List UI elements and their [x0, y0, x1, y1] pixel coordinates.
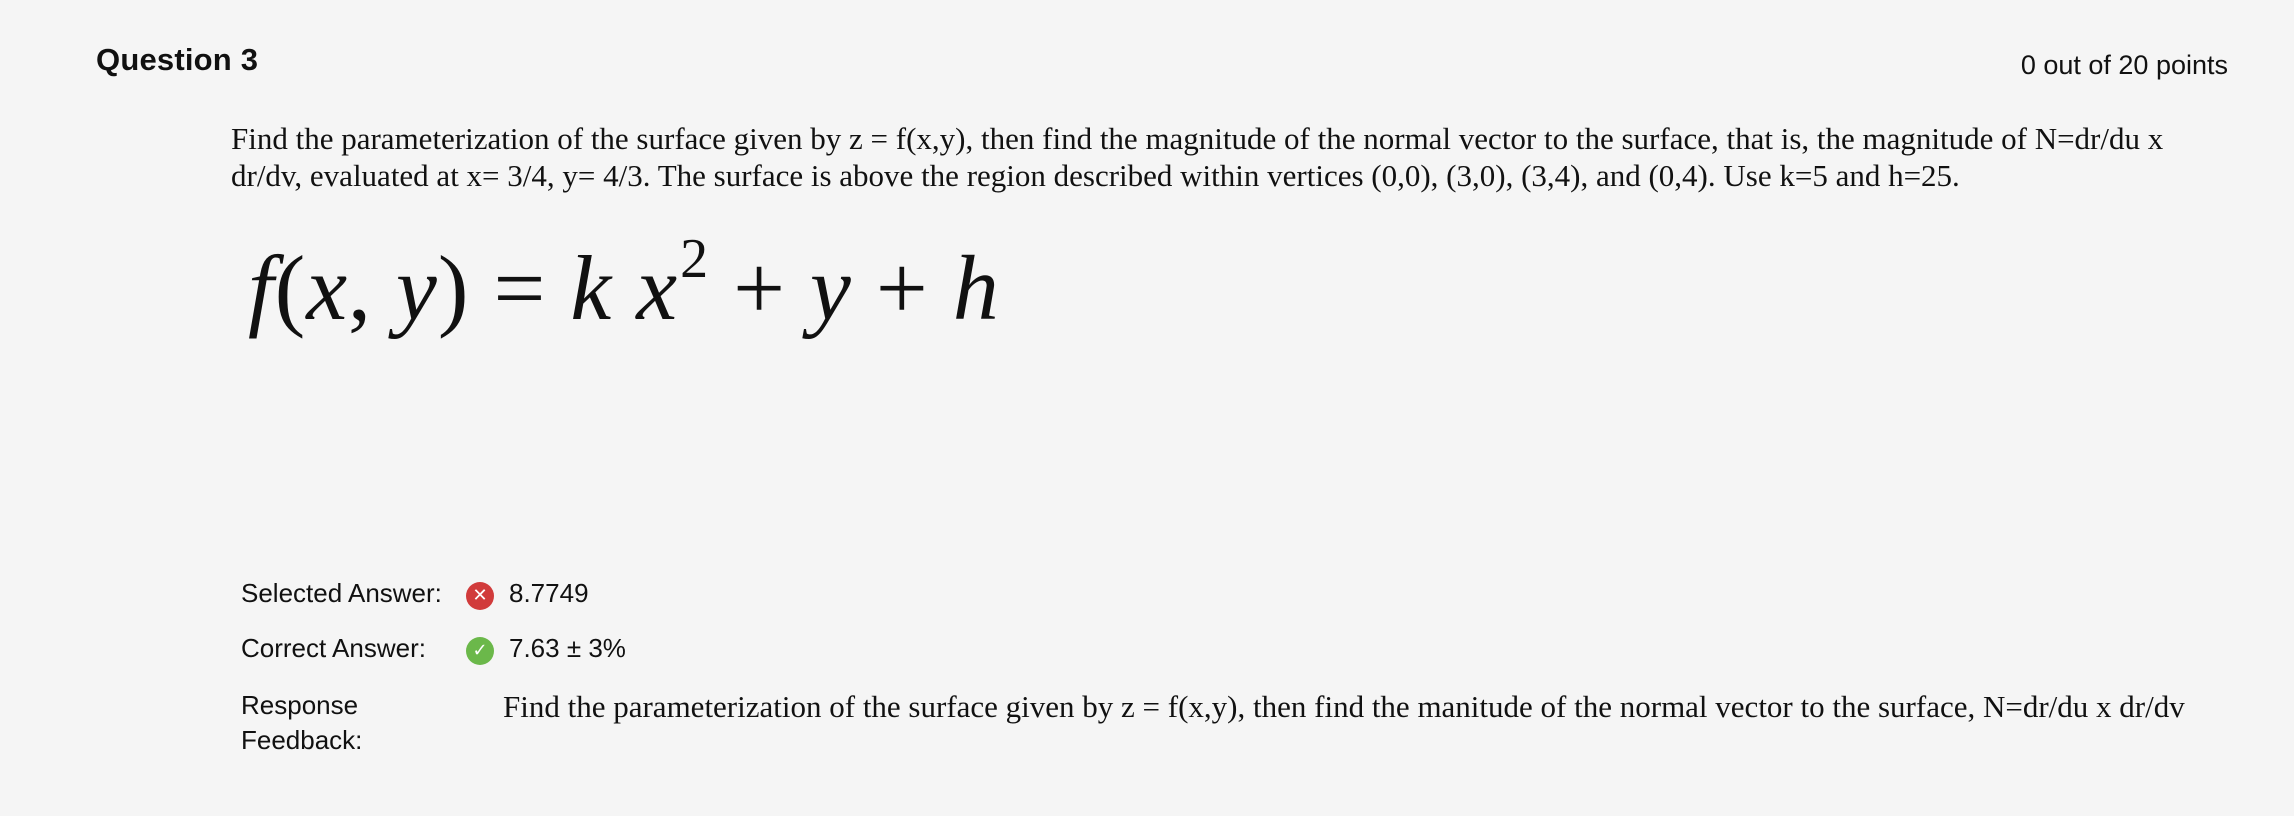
formula-exponent: 2 [680, 228, 710, 290]
formula-y-term: y [810, 237, 852, 339]
formula-y: y [396, 237, 438, 339]
points-score: 0 out of 20 points [2020, 50, 2228, 80]
formula-image [248, 228, 1000, 351]
formula-x: x [306, 237, 349, 339]
selected-answer-value: 8.7749 [509, 578, 589, 608]
formula-f: f [248, 237, 275, 339]
formula-k: k [570, 237, 613, 339]
formula-close-paren: ) [437, 237, 470, 339]
formula-open-paren: ( [274, 237, 307, 339]
formula-equals: = [493, 237, 547, 339]
question-prompt: Find the parameterization of the surface given by z = f(x,y), then find the magnitude of the normal vector to the surface, that is, the magnitude of N=dr/du x dr/dv, evaluated at x= 3/4, y= 4/3. The surface is above the region described within vertices (0,0), (3,0), (3,4), and (0,4). Use k=5 and h=25. [231, 121, 2164, 193]
response-feedback-label-line1: Response [241, 690, 359, 720]
selected-answer-label: Selected Answer: [241, 578, 442, 608]
correct-answer-label: Correct Answer: [241, 633, 426, 663]
response-feedback-text: Find the parameterization of the surface given by z = f(x,y), then find the manitude of the normal vector to the surface, N=dr/du x dr/dv [503, 689, 2185, 724]
question-title: Question 3 [96, 42, 259, 77]
correct-icon: ✓ [466, 637, 494, 665]
formula-plus-1: + [733, 237, 786, 339]
formula-h: h [952, 237, 1000, 339]
formula-plus-2: + [875, 237, 929, 339]
formula-comma: , [348, 237, 373, 339]
response-feedback-label [241, 688, 421, 758]
formula-x-squared: x [636, 237, 679, 339]
response-feedback-label-line2: Feedback: [241, 725, 363, 755]
correct-answer-value: 7.63 ± 3% [509, 633, 626, 663]
incorrect-icon: ✕ [466, 582, 494, 610]
